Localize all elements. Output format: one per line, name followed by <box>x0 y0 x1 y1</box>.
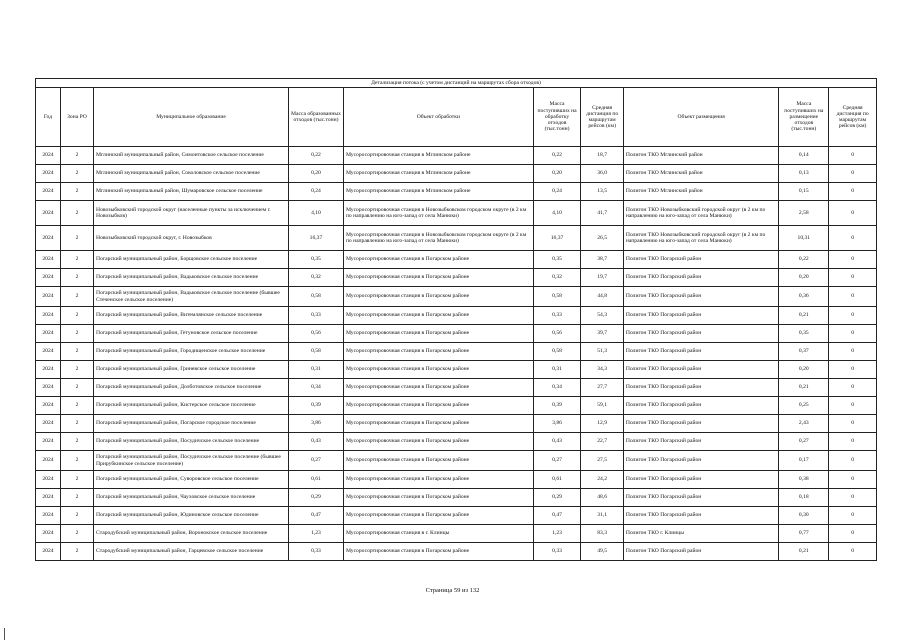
cell-year: 2024 <box>36 226 61 251</box>
cell-mass-generated: 0,56 <box>288 325 343 343</box>
cell-processing-object: Мусоросортировочная станция в Мглинском районе <box>343 165 533 183</box>
cell-distance-processing: 44,8 <box>581 287 624 307</box>
cell-disposal-object: Полигон ТКО Погарский район <box>623 325 779 343</box>
header-municipality: Муниципальное образование <box>94 88 289 147</box>
cell-zone: 2 <box>60 269 93 287</box>
cell-mass-disposed: 0,27 <box>779 433 829 451</box>
cell-mass-disposed: 0,36 <box>779 287 829 307</box>
cell-municipality: Погарский муниципальный район, Посудичское сельское поселение <box>94 433 289 451</box>
table-body <box>36 147 877 561</box>
cell-distance-processing: 26,5 <box>581 226 624 251</box>
cell-mass-disposed: 2,58 <box>779 201 829 226</box>
cell-distance-processing: 51,3 <box>581 343 624 361</box>
cell-mass-generated: 16,37 <box>288 226 343 251</box>
cell-zone: 2 <box>60 343 93 361</box>
cell-distance-disposal: 0 <box>829 525 877 543</box>
cell-mass-disposed: 2,43 <box>779 415 829 433</box>
cell-municipality: Новозыбковский городской округ, г. Новозыбков <box>94 226 289 251</box>
table-row <box>36 251 877 269</box>
header-mass-processed: Масса поступивших на обработку отходов (тыс.тонн) <box>533 88 581 147</box>
cell-processing-object: Мусоросортировочная станция в г. Клинцы <box>343 525 533 543</box>
cell-year: 2024 <box>36 379 61 397</box>
table-row <box>36 433 877 451</box>
cell-mass-generated: 0,58 <box>288 343 343 361</box>
cell-mass-processed: 1,23 <box>533 525 581 543</box>
cell-disposal-object: Полигон ТКО Новозыбковский городской округ (в 2 км по направлению на юго-запад от села Манюки) <box>623 201 779 226</box>
cell-zone: 2 <box>60 489 93 507</box>
cell-disposal-object: Полигон ТКО Погарский район <box>623 489 779 507</box>
cell-distance-processing: 49,5 <box>581 543 624 561</box>
cell-zone: 2 <box>60 226 93 251</box>
cell-mass-generated: 0,58 <box>288 287 343 307</box>
table-row <box>36 415 877 433</box>
cell-distance-processing: 27,5 <box>581 451 624 471</box>
cell-mass-processed: 0,31 <box>533 361 581 379</box>
cell-distance-processing: 34,3 <box>581 361 624 379</box>
cell-mass-disposed: 0,21 <box>779 543 829 561</box>
cell-distance-disposal: 0 <box>829 361 877 379</box>
cell-mass-disposed: 0,38 <box>779 471 829 489</box>
cell-municipality: Погарский муниципальный район, Долботовское сельское поселение <box>94 379 289 397</box>
cell-processing-object: Мусоросортировочная станция в Погарском районе <box>343 415 533 433</box>
cell-disposal-object: Полигон ТКО Мглинский район <box>623 183 779 201</box>
cell-year: 2024 <box>36 433 61 451</box>
header-zone: Зона РО <box>60 88 93 147</box>
table-row <box>36 543 877 561</box>
cell-mass-disposed: 10,31 <box>779 226 829 251</box>
cell-mass-disposed: 0,21 <box>779 307 829 325</box>
cell-mass-disposed: 0,20 <box>779 361 829 379</box>
cell-mass-generated: 0,39 <box>288 397 343 415</box>
cell-processing-object: Мусоросортировочная станция в Погарском районе <box>343 343 533 361</box>
cell-distance-processing: 31,1 <box>581 507 624 525</box>
table-row <box>36 489 877 507</box>
page-number: Страница 59 из 132 <box>425 587 480 594</box>
cell-mass-generated: 4,10 <box>288 201 343 226</box>
cell-year: 2024 <box>36 525 61 543</box>
cell-mass-disposed: 0,13 <box>779 165 829 183</box>
cell-zone: 2 <box>60 183 93 201</box>
header-mass-generated: Масса образованных отходов (тыс.тонн) <box>288 88 343 147</box>
cell-mass-processed: 0,56 <box>533 325 581 343</box>
cell-mass-disposed: 0,77 <box>779 525 829 543</box>
cell-year: 2024 <box>36 287 61 307</box>
cell-municipality: Погарский муниципальный район, Чауховское сельское поселение <box>94 489 289 507</box>
table-row <box>36 525 877 543</box>
cell-distance-processing: 36,0 <box>581 165 624 183</box>
cell-zone: 2 <box>60 433 93 451</box>
cell-mass-processed: 0,58 <box>533 287 581 307</box>
cell-mass-processed: 0,27 <box>533 451 581 471</box>
cell-distance-disposal: 0 <box>829 343 877 361</box>
header-distance-disposal: Средняя дистанция по маршрутам рейсов (км) <box>829 88 877 147</box>
table-row <box>36 379 877 397</box>
cell-disposal-object: Полигон ТКО Погарский район <box>623 269 779 287</box>
cell-processing-object: Мусоросортировочная станция в Погарском районе <box>343 489 533 507</box>
cell-mass-generated: 0,35 <box>288 251 343 269</box>
cell-distance-disposal: 0 <box>829 507 877 525</box>
table-row <box>36 287 877 307</box>
cell-processing-object: Мусоросортировочная станция в Погарском районе <box>343 471 533 489</box>
cell-mass-disposed: 0,22 <box>779 251 829 269</box>
cell-mass-processed: 0,47 <box>533 507 581 525</box>
table-banner: Детализация потока (с учетом дистанций на маршрутах сбора отходов) <box>36 79 877 88</box>
cell-mass-generated: 0,22 <box>288 147 343 165</box>
cell-mass-processed: 0,22 <box>533 147 581 165</box>
cell-mass-disposed: 0,21 <box>779 379 829 397</box>
cell-processing-object: Мусоросортировочная станция в Погарском районе <box>343 397 533 415</box>
table-row <box>36 307 877 325</box>
cell-processing-object: Мусоросортировочная станция в Мглинском районе <box>343 147 533 165</box>
cell-disposal-object: Полигон ТКО Мглинский район <box>623 165 779 183</box>
waste-flow-table <box>35 78 877 561</box>
cell-municipality: Погарский муниципальный район, Городищенское сельское поселение <box>94 343 289 361</box>
cell-distance-disposal: 0 <box>829 379 877 397</box>
cell-mass-processed: 0,34 <box>533 379 581 397</box>
cell-mass-processed: 0,32 <box>533 269 581 287</box>
cell-disposal-object: Полигон ТКО Погарский район <box>623 543 779 561</box>
cell-zone: 2 <box>60 165 93 183</box>
cell-mass-disposed: 0,17 <box>779 451 829 471</box>
cell-year: 2024 <box>36 397 61 415</box>
cell-zone: 2 <box>60 379 93 397</box>
cell-disposal-object: Полигон ТКО г. Клинцы <box>623 525 779 543</box>
cell-processing-object: Мусоросортировочная станция в Погарском районе <box>343 433 533 451</box>
cell-disposal-object: Полигон ТКО Погарский район <box>623 507 779 525</box>
table-row <box>36 269 877 287</box>
cell-processing-object: Мусоросортировочная станция в Новозыбковском городском округе (в 2 км по направлению на юго-запад от села Манюки) <box>343 226 533 251</box>
cell-year: 2024 <box>36 307 61 325</box>
cell-mass-processed: 0,61 <box>533 471 581 489</box>
cell-year: 2024 <box>36 325 61 343</box>
cell-zone: 2 <box>60 287 93 307</box>
cell-mass-processed: 3,86 <box>533 415 581 433</box>
cell-municipality: Погарский муниципальный район, Гриневское сельское поселение <box>94 361 289 379</box>
cell-disposal-object: Полигон ТКО Погарский район <box>623 471 779 489</box>
header-processing-object: Объект обработки <box>343 88 533 147</box>
cell-disposal-object: Полигон ТКО Погарский район <box>623 287 779 307</box>
cell-processing-object: Мусоросортировочная станция в Погарском районе <box>343 307 533 325</box>
cell-distance-processing: 22,7 <box>581 433 624 451</box>
table-row <box>36 226 877 251</box>
cell-disposal-object: Полигон ТКО Погарский район <box>623 379 779 397</box>
cell-processing-object: Мусоросортировочная станция в Погарском районе <box>343 269 533 287</box>
cell-mass-generated: 0,61 <box>288 471 343 489</box>
cell-zone: 2 <box>60 397 93 415</box>
cell-processing-object: Мусоросортировочная станция в Погарском районе <box>343 507 533 525</box>
table-row <box>36 325 877 343</box>
cell-mass-generated: 3,86 <box>288 415 343 433</box>
cell-distance-disposal: 0 <box>829 226 877 251</box>
cell-processing-object: Мусоросортировочная станция в Погарском районе <box>343 361 533 379</box>
cell-mass-disposed: 0,25 <box>779 397 829 415</box>
cell-municipality: Погарский муниципальный район, Погарское городское поселение <box>94 415 289 433</box>
cell-zone: 2 <box>60 525 93 543</box>
cell-mass-disposed: 0,20 <box>779 269 829 287</box>
table-row <box>36 451 877 471</box>
cell-mass-generated: 0,29 <box>288 489 343 507</box>
cell-distance-disposal: 0 <box>829 183 877 201</box>
cell-municipality: Погарский муниципальный район, Юдиновское сельское поселение <box>94 507 289 525</box>
cell-year: 2024 <box>36 471 61 489</box>
table-row <box>36 471 877 489</box>
margin-mark <box>4 628 5 640</box>
cell-mass-generated: 0,27 <box>288 451 343 471</box>
cell-mass-disposed: 0,18 <box>779 489 829 507</box>
cell-processing-object: Мусоросортировочная станция в Погарском районе <box>343 325 533 343</box>
cell-zone: 2 <box>60 507 93 525</box>
cell-municipality: Мглинский муниципальный район, Шумаровское сельское поселение <box>94 183 289 201</box>
cell-processing-object: Мусоросортировочная станция в Погарском районе <box>343 379 533 397</box>
cell-year: 2024 <box>36 165 61 183</box>
cell-distance-disposal: 0 <box>829 251 877 269</box>
cell-disposal-object: Полигон ТКО Погарский район <box>623 451 779 471</box>
cell-mass-processed: 0,29 <box>533 489 581 507</box>
cell-distance-disposal: 0 <box>829 471 877 489</box>
cell-mass-disposed: 0,30 <box>779 507 829 525</box>
cell-municipality: Мглинский муниципальный район, Симонтовское сельское поселение <box>94 147 289 165</box>
cell-distance-disposal: 0 <box>829 543 877 561</box>
cell-mass-disposed: 0,35 <box>779 325 829 343</box>
cell-disposal-object: Полигон ТКО Погарский район <box>623 307 779 325</box>
table-row <box>36 147 877 165</box>
cell-mass-processed: 0,33 <box>533 307 581 325</box>
cell-distance-processing: 13,5 <box>581 183 624 201</box>
header-row <box>36 88 877 147</box>
cell-mass-generated: 1,23 <box>288 525 343 543</box>
cell-mass-disposed: 0,37 <box>779 343 829 361</box>
cell-municipality: Погарский муниципальный район, Витемлянское сельское поселение <box>94 307 289 325</box>
cell-processing-object: Мусоросортировочная станция в Погарском районе <box>343 451 533 471</box>
cell-mass-processed: 0,39 <box>533 397 581 415</box>
cell-municipality: Погарский муниципальный район, Вадьковское сельское поселение <box>94 269 289 287</box>
cell-distance-processing: 18,7 <box>581 147 624 165</box>
cell-municipality: Стародубский муниципальный район, Гарцевское сельское поселение <box>94 543 289 561</box>
table-row <box>36 201 877 226</box>
cell-municipality: Погарский муниципальный район, Посудичское сельское поселение (бывшее Прирубкинское сельское поселение) <box>94 451 289 471</box>
cell-mass-processed: 4,10 <box>533 201 581 226</box>
cell-distance-disposal: 0 <box>829 307 877 325</box>
cell-municipality: Мглинский муниципальный район, Соколовское сельское поселение <box>94 165 289 183</box>
cell-distance-disposal: 0 <box>829 433 877 451</box>
cell-mass-processed: 0,24 <box>533 183 581 201</box>
cell-distance-disposal: 0 <box>829 325 877 343</box>
table-row <box>36 507 877 525</box>
cell-distance-disposal: 0 <box>829 147 877 165</box>
cell-distance-processing: 19,7 <box>581 269 624 287</box>
cell-disposal-object: Полигон ТКО Новозыбковский городской округ (в 2 км по направлению на юго-запад от села Манюки) <box>623 226 779 251</box>
cell-processing-object: Мусоросортировочная станция в Погарском районе <box>343 251 533 269</box>
cell-zone: 2 <box>60 307 93 325</box>
cell-mass-generated: 0,33 <box>288 307 343 325</box>
cell-zone: 2 <box>60 361 93 379</box>
cell-mass-generated: 0,47 <box>288 507 343 525</box>
cell-distance-processing: 27,7 <box>581 379 624 397</box>
cell-distance-processing: 59,1 <box>581 397 624 415</box>
cell-year: 2024 <box>36 251 61 269</box>
cell-disposal-object: Полигон ТКО Погарский район <box>623 415 779 433</box>
cell-disposal-object: Полигон ТКО Погарский район <box>623 361 779 379</box>
cell-distance-processing: 39,7 <box>581 325 624 343</box>
cell-year: 2024 <box>36 269 61 287</box>
cell-municipality: Новозыбковский городской округ (населенные пункты за исключением г. Новозыбков) <box>94 201 289 226</box>
cell-distance-processing: 24,2 <box>581 471 624 489</box>
cell-mass-generated: 0,33 <box>288 543 343 561</box>
cell-zone: 2 <box>60 147 93 165</box>
table-row <box>36 165 877 183</box>
cell-municipality: Погарский муниципальный район, Суворовское сельское поселение <box>94 471 289 489</box>
cell-mass-disposed: 0,15 <box>779 183 829 201</box>
cell-processing-object: Мусоросортировочная станция в Погарском районе <box>343 543 533 561</box>
cell-distance-disposal: 0 <box>829 287 877 307</box>
cell-mass-processed: 0,43 <box>533 433 581 451</box>
cell-year: 2024 <box>36 489 61 507</box>
cell-distance-processing: 38,7 <box>581 251 624 269</box>
cell-mass-processed: 0,20 <box>533 165 581 183</box>
cell-processing-object: Мусоросортировочная станция в Мглинском районе <box>343 183 533 201</box>
cell-disposal-object: Полигон ТКО Погарский район <box>623 433 779 451</box>
cell-mass-generated: 0,20 <box>288 165 343 183</box>
cell-year: 2024 <box>36 183 61 201</box>
cell-mass-processed: 16,37 <box>533 226 581 251</box>
document-page <box>35 78 877 561</box>
cell-mass-generated: 0,34 <box>288 379 343 397</box>
cell-processing-object: Мусоросортировочная станция в Новозыбковском городском округе (в 2 км по направлению на юго-запад от села Манюки) <box>343 201 533 226</box>
cell-distance-processing: 41,7 <box>581 201 624 226</box>
cell-year: 2024 <box>36 147 61 165</box>
cell-distance-processing: 54,3 <box>581 307 624 325</box>
cell-mass-generated: 0,32 <box>288 269 343 287</box>
cell-municipality: Стародубский муниципальный район, Воронокское сельское поселение <box>94 525 289 543</box>
cell-municipality: Погарский муниципальный район, Кистерское сельское поселение <box>94 397 289 415</box>
cell-zone: 2 <box>60 325 93 343</box>
cell-zone: 2 <box>60 451 93 471</box>
cell-year: 2024 <box>36 507 61 525</box>
cell-disposal-object: Полигон ТКО Погарский район <box>623 343 779 361</box>
cell-year: 2024 <box>36 343 61 361</box>
cell-distance-disposal: 0 <box>829 269 877 287</box>
cell-disposal-object: Полигон ТКО Погарский район <box>623 251 779 269</box>
cell-municipality: Погарский муниципальный район, Вадьковское сельское поселение (бывшее Стеченское сельское поселение) <box>94 287 289 307</box>
cell-mass-generated: 0,43 <box>288 433 343 451</box>
header-distance-processing: Средняя дистанция по маршрутам рейсов (км) <box>581 88 624 147</box>
cell-distance-processing: 83,3 <box>581 525 624 543</box>
cell-mass-processed: 0,35 <box>533 251 581 269</box>
header-disposal-object: Объект размещения <box>623 88 779 147</box>
cell-distance-disposal: 0 <box>829 397 877 415</box>
header-mass-disposed: Масса поступивших на размещение отходов (тыс.тонн) <box>779 88 829 147</box>
cell-mass-generated: 0,31 <box>288 361 343 379</box>
table-row <box>36 183 877 201</box>
cell-processing-object: Мусоросортировочная станция в Погарском районе <box>343 287 533 307</box>
cell-zone: 2 <box>60 471 93 489</box>
cell-mass-processed: 0,33 <box>533 543 581 561</box>
cell-distance-disposal: 0 <box>829 201 877 226</box>
cell-zone: 2 <box>60 201 93 226</box>
table-row <box>36 397 877 415</box>
table-row <box>36 361 877 379</box>
cell-mass-disposed: 0,14 <box>779 147 829 165</box>
cell-distance-processing: 48,6 <box>581 489 624 507</box>
cell-mass-processed: 0,58 <box>533 343 581 361</box>
cell-year: 2024 <box>36 361 61 379</box>
cell-disposal-object: Полигон ТКО Погарский район <box>623 397 779 415</box>
cell-distance-disposal: 0 <box>829 451 877 471</box>
table-row <box>36 343 877 361</box>
header-year: Год <box>36 88 61 147</box>
cell-disposal-object: Полигон ТКО Мглинский район <box>623 147 779 165</box>
cell-distance-disposal: 0 <box>829 165 877 183</box>
cell-zone: 2 <box>60 543 93 561</box>
cell-year: 2024 <box>36 415 61 433</box>
cell-distance-disposal: 0 <box>829 489 877 507</box>
cell-zone: 2 <box>60 415 93 433</box>
cell-year: 2024 <box>36 451 61 471</box>
cell-year: 2024 <box>36 201 61 226</box>
cell-year: 2024 <box>36 543 61 561</box>
cell-municipality: Погарский муниципальный район, Борщовское сельское поселение <box>94 251 289 269</box>
cell-distance-processing: 12,9 <box>581 415 624 433</box>
cell-zone: 2 <box>60 251 93 269</box>
cell-distance-disposal: 0 <box>829 415 877 433</box>
cell-mass-generated: 0,24 <box>288 183 343 201</box>
cell-municipality: Погарский муниципальный район, Гетуновское сельское поселение <box>94 325 289 343</box>
